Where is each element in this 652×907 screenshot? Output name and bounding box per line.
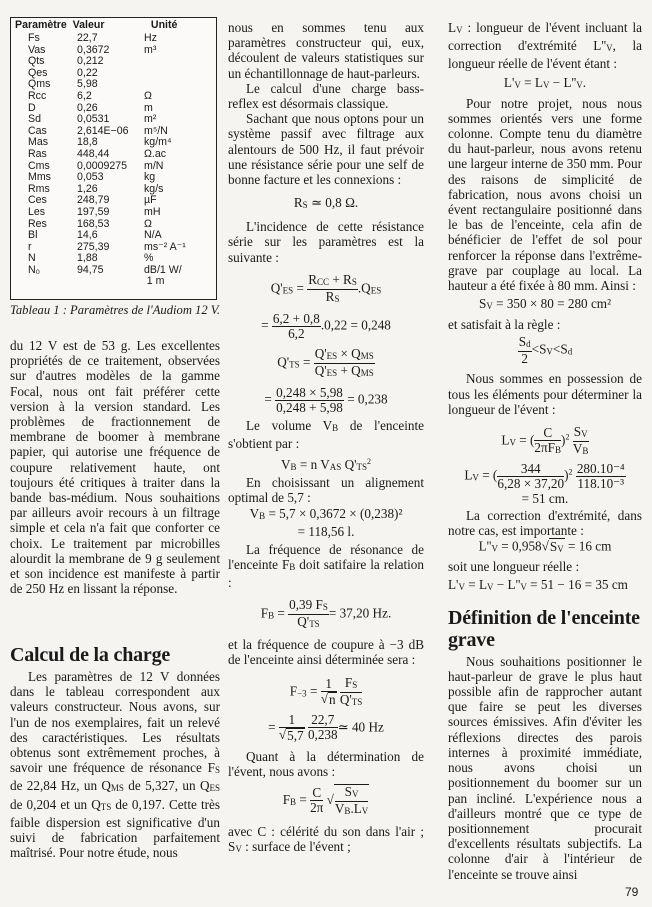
denominator: 6,2 bbox=[288, 325, 305, 341]
table-row bbox=[11, 253, 216, 265]
equation-rule: $\frac{Sd}{2}$ <SV<Sd bbox=[518, 334, 573, 367]
text: de 22,84 Hz, un Q bbox=[10, 778, 111, 794]
col2-text bbox=[228, 20, 424, 857]
cell-parametre: Les bbox=[28, 205, 46, 218]
table-row bbox=[11, 265, 216, 277]
cell-parametre: Cms bbox=[28, 159, 50, 172]
cell-parametre: Vas bbox=[28, 43, 46, 56]
paragraph: Le calcul d'une charge bass-reflex est désormais classique. bbox=[228, 80, 424, 112]
equation-qts: Q'TS = $\frac{\text{Q'ES × QMS}}{\text{Q'ES + QMS}}$ bbox=[277, 345, 374, 378]
table-row bbox=[11, 103, 216, 115]
cell-valeur: 0,053 bbox=[77, 171, 104, 184]
equation-lv: LV = ( $\frac{C}{\text{2πFB}}$ )$^2$ $\frac{SV}{VB}$ bbox=[501, 424, 589, 457]
cell-parametre: Rms bbox=[28, 182, 50, 195]
cell-valeur: 168,53 bbox=[77, 217, 110, 230]
cell-unite: Hz bbox=[144, 32, 157, 44]
cell-valeur: 0,26 bbox=[77, 101, 98, 114]
text: de 5,327, un Q bbox=[123, 778, 210, 794]
cell-unite: m bbox=[144, 101, 153, 114]
equation-value: = 51 − 16 = 35 cm bbox=[530, 576, 628, 592]
cell-unite: µF bbox=[144, 194, 157, 207]
cell-parametre bbox=[11, 276, 76, 288]
equation-value: = 350 × 80 = 280 cm² bbox=[496, 296, 612, 312]
denominator: 0,238 bbox=[307, 727, 338, 743]
equation-vb: VB = n VAS $Q'TS^2$ bbox=[281, 457, 371, 473]
cell-parametre: r bbox=[28, 240, 32, 253]
cell-unite: kg bbox=[144, 171, 156, 184]
cell-unite: m⁵/N bbox=[144, 124, 168, 137]
equation-lreal: L'V = LV − L''V = 51 − 16 = 35 cm bbox=[448, 576, 628, 592]
equation-fb: FB = $\frac{0,39 FS}{Q'TS}$ = 37,20 Hz. bbox=[260, 597, 392, 630]
equation-result: = 118,56 l. bbox=[297, 523, 355, 539]
cell-valeur: 448,44 bbox=[77, 147, 110, 160]
table-row bbox=[11, 172, 216, 184]
cell-unite: m³ bbox=[144, 43, 157, 56]
cell-parametre: D bbox=[28, 101, 36, 114]
cell-parametre: Ras bbox=[28, 147, 47, 160]
equation-lv-value: LV = ( $\frac{344}{6,28 \times 37,20}$ )$^2$ $\frac{\text{280.10⁻⁴}}{\text{118.10⁻³}}$ bbox=[464, 461, 625, 492]
paragraph: Nous sommes en possession de tous les éléments pour déterminer la longueur de l'évent : bbox=[448, 371, 642, 417]
cell-unite: m/N bbox=[144, 159, 164, 172]
cell-valeur: 248,79 bbox=[77, 194, 110, 207]
numerator: 0,248 × 5,98 bbox=[276, 384, 343, 400]
cell-valeur: 18,8 bbox=[77, 136, 98, 149]
subscript: S bbox=[214, 765, 220, 776]
numerator: 6,2 + 0,8 bbox=[272, 310, 320, 326]
equation-lv-real: L'V = LV − L''V. bbox=[503, 74, 587, 90]
cell-unite: kg/s bbox=[144, 182, 164, 195]
cell-valeur: 94,75 bbox=[77, 263, 104, 276]
cell-unite: Ω.ac bbox=[144, 147, 167, 160]
cell-parametre: Mms bbox=[28, 171, 51, 184]
equation-fb-vent: FB = $\frac{C}{2\pi}$ √ $\frac{SV}{VB.LV}$ bbox=[282, 783, 369, 816]
equation-rs: RS ≃ 0,8 Ω. bbox=[293, 195, 359, 211]
paragraph: Nous souhaitions positionner le haut-parleur de grave le plus haut possible afin de rapprocher autant que faire se peut les diverses sources émissives. Afin d'éviter les réflexions directes des parois internes à proximité immédiate, nous avons choisi un positionnement du boomer sur un pan incliné. L'expérience nous a d'ailleurs montré que ce type de positionnement procurait d'excellents résultats subjectifs. La colonne d'air à l'intérieur de l'enceinte se trouve ainsi bbox=[448, 653, 642, 882]
cell-parametre: Res bbox=[28, 217, 47, 230]
text: Le volume V bbox=[246, 417, 333, 433]
text: de l'enceinte s'obtient par : bbox=[228, 417, 424, 452]
cell-unite: kg/m⁴ bbox=[144, 136, 172, 149]
cell-parametre: N₀ bbox=[28, 263, 41, 276]
cell-valeur: 2,614E−06 bbox=[77, 124, 129, 137]
text: : longueur de l'évent incluant la correction d'extrémité L'' bbox=[448, 20, 642, 54]
equation-value: = 5,7 × 0,3672 × (0,238)² bbox=[268, 505, 403, 521]
table-row bbox=[11, 230, 216, 242]
paragraph: L'incidence de cette résistance série sur les paramètres est la suivante : bbox=[228, 219, 424, 265]
table-row bbox=[11, 276, 216, 288]
cell-parametre: N bbox=[28, 252, 36, 265]
col1-section bbox=[10, 644, 220, 860]
cell-valeur: 0,22 bbox=[77, 66, 98, 79]
equation-qes: Q'ES = $\frac{\text{RCC + RS}}{RS}$ .QES bbox=[270, 271, 382, 304]
cell-unite: Ω bbox=[144, 217, 152, 230]
paragraph: nous en sommes tenu aux paramètres constructeur qui, eux, découlent de valeurs statistiques sur un échantillonnage de haut-parleurs. bbox=[228, 20, 424, 81]
text: La fréquence de résonance de l'enceinte F bbox=[228, 541, 424, 572]
parameters-table bbox=[10, 17, 217, 300]
subscript: MS bbox=[110, 783, 124, 794]
denominator: 0,248 + 5,98 bbox=[276, 399, 343, 415]
radicand: 5,7 bbox=[287, 728, 304, 744]
cell-valeur: 275,39 bbox=[77, 240, 110, 253]
equation-value: .0,22 = 0,248 bbox=[320, 317, 391, 333]
text: : surface de l'évent ; bbox=[241, 838, 351, 854]
equation-f3: F−3 = $\frac{1}{√n}$ $\frac{FS}{Q'TS}$ bbox=[289, 674, 363, 708]
cell-valeur: 1,26 bbox=[77, 182, 98, 195]
numerator: 344 bbox=[497, 462, 564, 477]
cell-unite: ms⁻² A⁻¹ bbox=[144, 240, 186, 253]
paragraph: Quant à la détermination de l'évent, nous avons : bbox=[228, 749, 424, 780]
cell-valeur: 197,59 bbox=[77, 205, 110, 218]
table-row bbox=[11, 33, 216, 45]
text: de 0,204 et un Q bbox=[10, 796, 101, 812]
cell-parametre: Ces bbox=[28, 194, 47, 207]
equation-value: = 0,958 bbox=[501, 539, 542, 554]
equation-sv: SV = 350 × 80 = 280 cm² bbox=[478, 296, 612, 312]
cell-parametre: Qms bbox=[28, 78, 51, 91]
cell-parametre: Bl bbox=[28, 229, 38, 242]
paragraph: LV : longueur de l'évent incluant la correction d'extrémité L''V, la longueur réelle de l'évent étant : bbox=[448, 20, 642, 72]
header-valeur: Valeur bbox=[72, 19, 105, 31]
paragraph: du 12 V est de 53 g. Les excellentes propriétés de ce traitement, observées sur d'autres modèles de la gamme Focal, nous ont fait préférer cette version à la version standard. Les problèmes de fractionnement de membrane de boomer à membrane papier, qui autorise une fréquence de coupure relativement haute, ont toujours été critiques à traiter dans la bande bas-médium. Nous souhaitions par ailleurs avoir recours à un filtrage simple et cela n'a fait que conforter ce choix. Le traitement par microbilles alourdit la membrane de 9 g seulement et son incidence est manifeste à partir de 250 Hz en lissant la réponse. bbox=[10, 338, 220, 597]
cell-unite: N/A bbox=[144, 229, 162, 242]
paragraph: Le volume VB de l'enceinte s'obtient par : bbox=[228, 417, 424, 452]
table-caption: Tableau 1 : Paramètres de l'Audiom 12 V. bbox=[10, 303, 221, 317]
equation-value: ≃ 0,8 Ω. bbox=[310, 195, 359, 211]
cell-parametre: Sd bbox=[28, 113, 41, 126]
paragraph: En choisissant un alignement optimal de 5,7 : bbox=[228, 475, 424, 506]
cell-valeur: 0,0009275 bbox=[77, 159, 128, 172]
equation-value: ≃ 40 Hz bbox=[337, 718, 384, 734]
cell-valeur: 1,88 bbox=[77, 252, 98, 265]
cell-unite: m² bbox=[144, 113, 157, 126]
table-row bbox=[11, 242, 216, 254]
equation-result: = 51 cm. bbox=[521, 491, 569, 507]
cell-unite: Ω bbox=[144, 89, 152, 102]
text: de 0,197. Cette très faible dispersion est significative d'un suivi de fabrication parfaitement maîtrisé. Pour notre étude, nous bbox=[10, 796, 220, 861]
paragraph: soit une longueur réelle : bbox=[448, 559, 580, 575]
cell-valeur: 0,3672 bbox=[77, 43, 110, 56]
denominator: 6,28 × 37,20 bbox=[497, 476, 565, 492]
paragraph: Sachant que nous optons pour un système passif avec filtrage aux alentours de 500 Hz, il faut prévoir une résistance série pour une self de bonne facture et les connexions : bbox=[228, 111, 424, 188]
cell-unite: dB/1 W/ bbox=[144, 263, 182, 276]
cell-valeur: 0,0531 bbox=[77, 113, 110, 126]
table-row bbox=[11, 207, 216, 219]
section-heading: Définition de l'enceinte grave bbox=[448, 606, 640, 651]
cell-unite: % bbox=[144, 252, 154, 265]
equation-value: = 16 cm bbox=[568, 539, 612, 554]
numerator: 0,39 F bbox=[289, 597, 323, 613]
cell-valeur bbox=[76, 276, 142, 288]
cell-unite bbox=[144, 68, 214, 80]
cell-unite bbox=[144, 56, 214, 68]
table-row bbox=[11, 91, 216, 103]
cell-parametre: Qes bbox=[28, 66, 48, 79]
cell-valeur: 6,2 bbox=[77, 89, 92, 102]
paragraph: et la fréquence de coupure à −3 dB de l'enceinte ainsi déterminée sera : bbox=[228, 637, 424, 668]
subscript: TS bbox=[100, 801, 112, 812]
subscript: ES bbox=[209, 783, 220, 794]
cell-valeur: 0,212 bbox=[77, 55, 104, 68]
cell-valeur: 22,7 bbox=[77, 32, 98, 44]
cell-unite: 1 m bbox=[146, 275, 165, 288]
table-header bbox=[11, 18, 216, 33]
paragraph: Pour notre projet, nous nous sommes orientés vers une forme colonne. Compte tenu du diamètre du haut-parleur, nous avons retenu une largeur interne de 350 mm. Pour des raisons de simplicité de fabrication, nous avons choisi un évent rectangulaire positionné dans le bas de l'enceinte, cela afin de bénéficier de l'effet de sol pour renforcer la réponse dans l'extrême-grave par couplage au local. La hauteur a été fixée à 80 mm. Ainsi : bbox=[448, 95, 642, 294]
denominator: 118.10⁻³ bbox=[577, 476, 625, 492]
paragraph bbox=[10, 669, 220, 860]
text: L bbox=[448, 20, 457, 35]
cell-parametre: Rcc bbox=[28, 89, 47, 102]
header-unite: Unité bbox=[150, 19, 178, 31]
text: Les paramètres de 12 V données dans le tableau correspondent aux valeurs constructeur. Nous avons, sur l'un de nos exemplaires, fait un relevé des caractéristiques. Les résultats obtenus sont extrêmement proches, à savoir une fréquence de résonance F bbox=[10, 669, 220, 776]
equation-qts-value: = $\frac{0,248 \times 5,98}{0,248 + 5,98}$ = 0,238 bbox=[264, 384, 388, 415]
cell-parametre: Mas bbox=[28, 136, 49, 149]
paragraph: La fréquence de résonance de l'enceinte FB doit satifaire la relation : bbox=[228, 541, 424, 591]
equation-qes-value: = $\frac{6,2 + 0,8}{6,2}$ .0,22 = 0,248 bbox=[261, 310, 391, 341]
col3-text bbox=[448, 20, 642, 882]
paragraph: avec C : célérité du son dans l'air ; SV : surface de l'évent ; bbox=[228, 823, 424, 854]
paragraph: et satisfait à la règle : bbox=[448, 317, 561, 333]
cell-valeur: 14,6 bbox=[77, 229, 98, 242]
page-number: 79 bbox=[625, 885, 639, 899]
table-row bbox=[11, 114, 216, 126]
table-row bbox=[11, 149, 216, 161]
equation-lvv: L''V = 0,958√SV = 16 cm bbox=[448, 538, 642, 557]
cell-parametre: Qts bbox=[28, 55, 45, 68]
table-row bbox=[11, 219, 216, 231]
table-body bbox=[11, 33, 216, 288]
cell-unite: mH bbox=[144, 205, 161, 218]
col1-text bbox=[10, 338, 220, 596]
equation-value: = 37,20 Hz. bbox=[328, 605, 392, 621]
text: avec C : célérité du son dans l'air ; S bbox=[228, 823, 424, 854]
header-parametre: Paramètre bbox=[15, 19, 67, 31]
equation-f3-value: = $\frac{1}{√5,7}$ $\frac{22,7}{0,238}$ ≃ 40 Hz bbox=[268, 711, 384, 744]
cell-valeur: 5,98 bbox=[77, 78, 98, 91]
text: doit satifaire la relation : bbox=[228, 556, 424, 591]
numerator: 280.10⁻⁴ bbox=[576, 461, 625, 477]
text: , la longueur réelle de l'évent étant : bbox=[448, 38, 642, 72]
cell-unite bbox=[144, 79, 214, 91]
numerator: 22,7 bbox=[308, 713, 338, 728]
section-heading: Calcul de la charge bbox=[10, 644, 171, 666]
paragraph: La correction d'extrémité, dans notre cas, est importante : bbox=[448, 508, 642, 539]
cell-parametre: Cas bbox=[28, 124, 47, 137]
equation-vb-value: VB = 5,7 × 0,3672 × (0,238)² bbox=[249, 505, 403, 521]
equation-value: = 0,238 bbox=[347, 391, 388, 407]
cell-parametre: Fs bbox=[28, 32, 40, 44]
